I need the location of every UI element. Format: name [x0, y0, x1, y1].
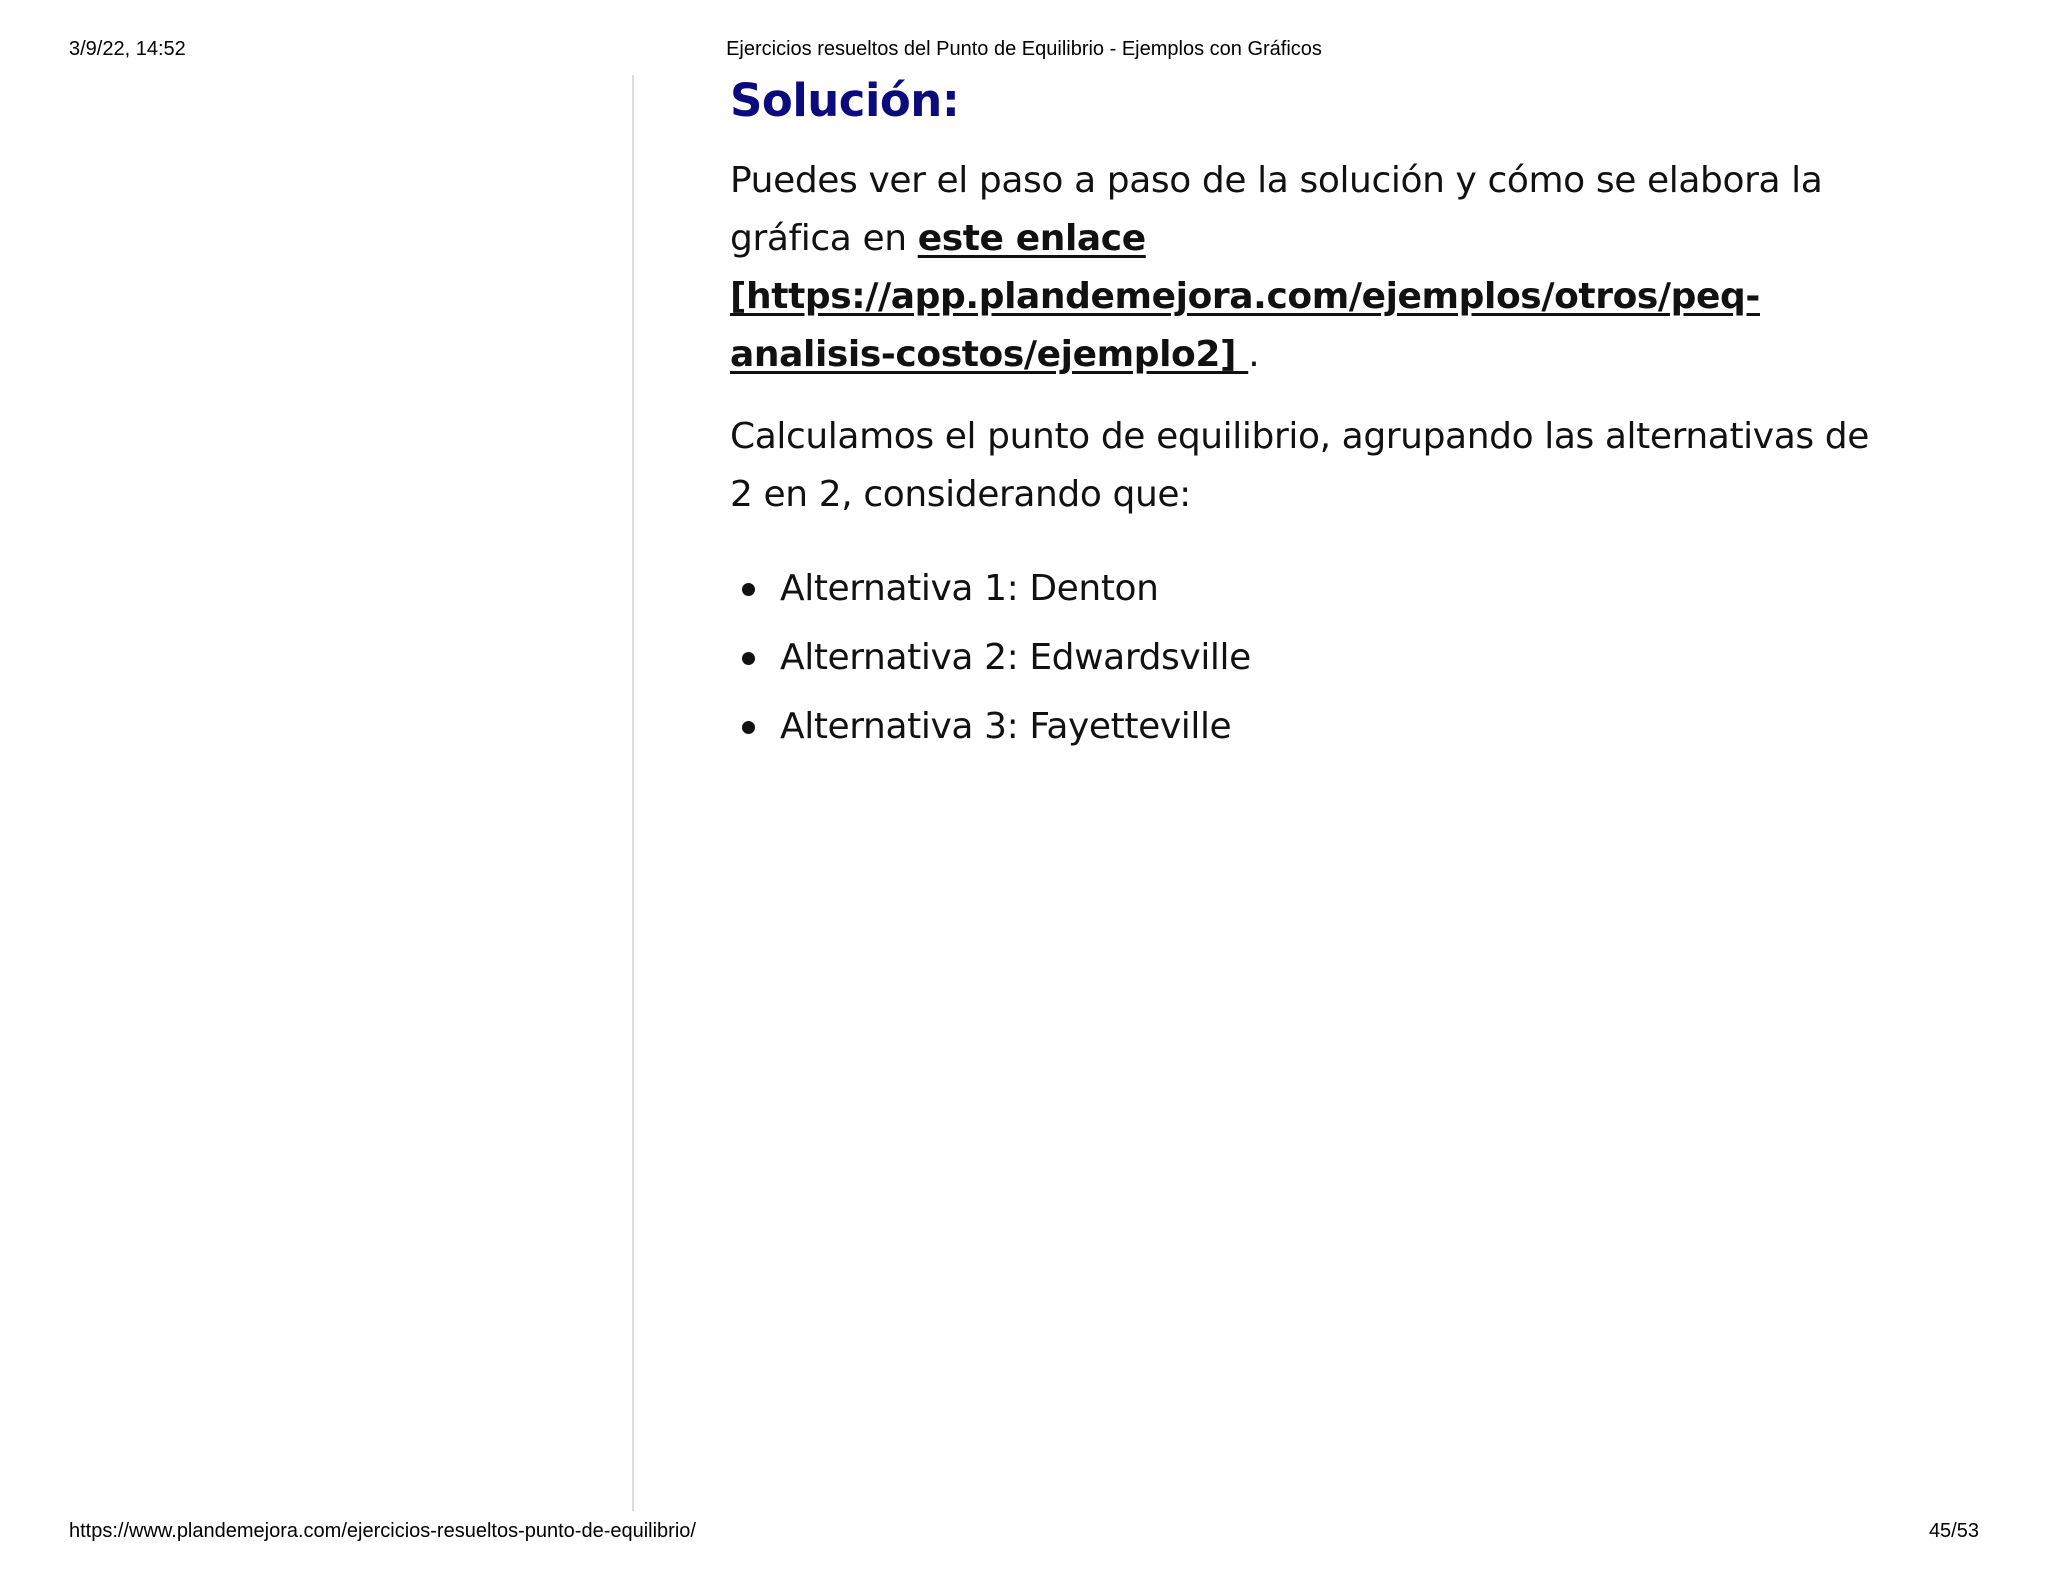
print-page-number: 45/53	[1928, 1520, 1979, 1542]
solution-intro-paragraph	[730, 152, 1890, 384]
list-item	[730, 692, 1890, 761]
bullet-icon	[742, 652, 755, 665]
print-footer	[0, 1520, 2048, 1546]
bullet-icon	[742, 721, 755, 734]
alternative-label: Alternativa 1: Denton	[780, 568, 1159, 609]
list-item	[730, 623, 1890, 692]
print-url: https://www.plandemejora.com/ejercicios-resueltos-punto-de-equilibrio/	[69, 1520, 696, 1542]
bullet-icon	[742, 583, 755, 596]
intro-period: .	[1248, 334, 1260, 375]
print-header	[0, 38, 2048, 64]
list-item	[730, 554, 1890, 623]
alternatives-list	[730, 554, 1890, 761]
solution-heading: Solución:	[730, 74, 960, 127]
print-document-title: Ejercicios resueltos del Punto de Equilibrio - Ejemplos con Gráficos	[726, 38, 1322, 60]
intro-text: Puedes ver el paso a paso de la solución y cómo se elabora la gráfica en	[730, 160, 1823, 259]
print-date: 3/9/22, 14:52	[69, 38, 186, 60]
sidebar-divider	[632, 75, 634, 1511]
alternative-label: Alternativa 2: Edwardsville	[780, 637, 1251, 678]
alternative-label: Alternativa 3: Fayetteville	[780, 706, 1232, 747]
solution-link[interactable]: este enlace [https://app.plandemejora.com/ejemplos/otros/peq-analisis-costos/ejemplo2]	[730, 218, 1760, 375]
article-content	[730, 70, 1890, 761]
calculation-paragraph: Calculamos el punto de equilibrio, agrupando las alternativas de 2 en 2, considerando que:	[730, 416, 1869, 515]
